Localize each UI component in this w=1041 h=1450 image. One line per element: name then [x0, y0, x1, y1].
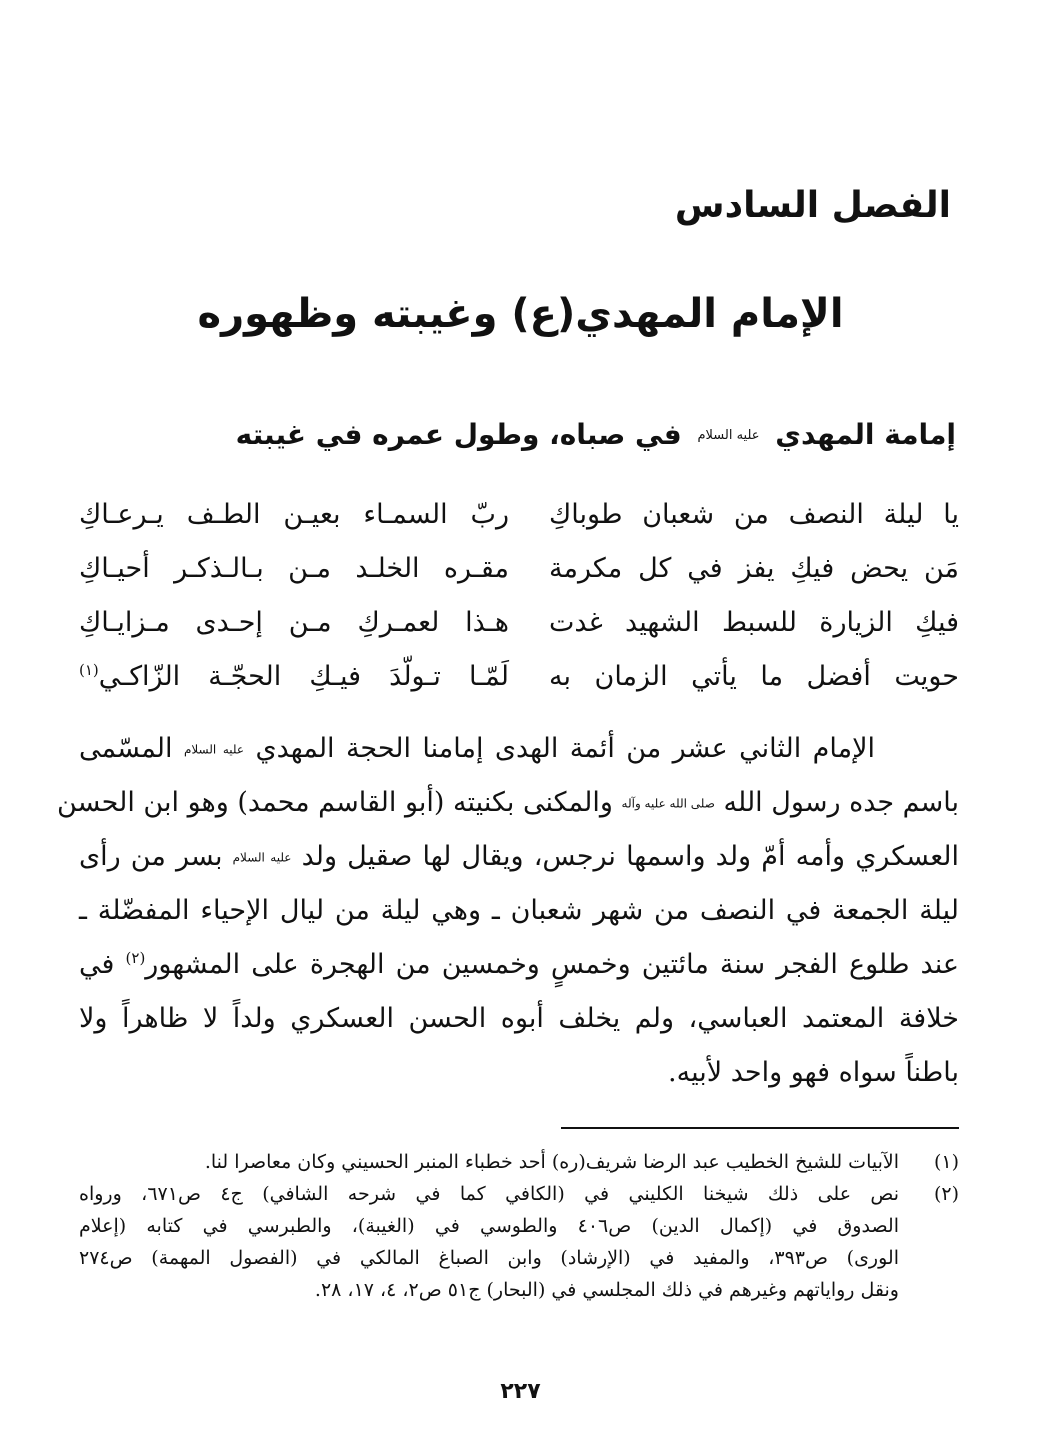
- poem-verse: [79, 596, 959, 650]
- footnote-reference[interactable]: (٢): [125, 949, 146, 967]
- body-paragraph: [57, 722, 959, 1100]
- body-text-segment: عند طلوع الفجر سنة مائتين وخمسٍ وخمسين من الهجرة على المشهور: [145, 949, 959, 980]
- poem-second-hemistich: مقـره الخلـد مـن بـالـذكـر أحيـاكِ: [79, 553, 509, 584]
- footnote-line: نص على ذلك شيخنا الكليني في (الكافي كما في شرحه الشافي) ج٤ ص٦٧١، ورواه: [79, 1183, 900, 1205]
- honorific-glyph: عليه السلام: [183, 742, 245, 757]
- footnotes: [79, 1146, 959, 1306]
- body-text-segment: العسكري وأمه أمّ ولد واسمها نرجس، ويقال لها صقيل ولد: [301, 841, 959, 872]
- poem-second-hemistich: [79, 650, 509, 704]
- footnote-reference[interactable]: (١): [79, 661, 99, 679]
- body-line: [57, 776, 959, 830]
- footnote-number: (١): [933, 1151, 959, 1173]
- body-line: [79, 722, 959, 776]
- poem-second-hemistich: هـذا لعمـركِ مـن إحـدى مـزايـاكِ: [79, 607, 509, 638]
- footnote-line: ونقل رواياتهم وغيرهم في ذلك المجلسي في (البحار) ج٥١ ص٢، ٤، ١٧، ٢٨.: [314, 1279, 899, 1301]
- section-heading-end: في صباه، وطول عمره في غيبته: [235, 418, 682, 451]
- footnote-number: (٢): [933, 1183, 959, 1205]
- poem-first-hemistich: مَن يحض فيكِ يفز في كل مكرمة: [549, 553, 959, 584]
- chapter-title: الإمام المهدي(ع) وغيبته وظهوره: [197, 291, 844, 337]
- footnote-line: الآبيات للشيخ الخطيب عبد الرضا شريف(ره) أحد خطباء المنبر الحسيني وكان معاصرا لنا.: [204, 1151, 899, 1173]
- footnote-line: الصدوق في (إكمال الدين) ص٤٠٦ والطوسي في (الغيبة)، والطبرسي في كتابه (إعلام: [79, 1215, 899, 1237]
- body-text-segment: والمكنى بكنيته (أبو القاسم محمد) وهو ابن الحسن: [57, 787, 613, 818]
- body-text-segment: في: [79, 949, 115, 980]
- body-line: خلافة المعتمد العباسي، ولم يخلف أبوه الحسن العسكري ولداً لا ظاهراً ولا: [79, 1003, 959, 1034]
- body-text-segment: الإمام الثاني عشر من أئمة الهدى إمامنا الحجة المهدي: [255, 733, 875, 764]
- footnote-line: الورى) ص٣٩٣، والمفيد في (الإرشاد) وابن الصباغ المالكي في (الفصول المهمة) ص٢٧٤: [79, 1247, 899, 1269]
- body-line: ليلة الجمعة في النصف من شهر شعبان ـ وهي ليلة من ليال الإحياء المفضّلة ـ: [79, 895, 959, 926]
- body-text-segment: المسّمى: [79, 733, 173, 764]
- poem-first-hemistich: حويت أفضل ما يأتي الزمان به: [549, 661, 959, 692]
- footnote: [79, 1146, 959, 1178]
- poem-first-hemistich: فيكِ الزيارة للسبط الشهيد غدت: [549, 607, 959, 638]
- poem-second-hemistich: ربّ السمـاء بعيـن الطـف يـرعـاكِ: [79, 499, 509, 530]
- poem-verse: [79, 650, 959, 704]
- poem-second-hemistich-text: لَمّـا تـولّدَ فيـكِ الحجّـة الزّاكـي: [98, 661, 509, 692]
- body-line: باطناً سواه فهو واحد لأبيه.: [668, 1057, 959, 1088]
- footnote: [79, 1178, 959, 1306]
- body-text-segment: بسر من رأى: [79, 841, 223, 872]
- section-heading: [236, 410, 956, 461]
- honorific-glyph: صلى الله عليه وآله: [621, 796, 715, 811]
- chapter-label: الفصل السادس: [674, 185, 951, 226]
- poem-verse: [79, 488, 959, 542]
- body-line: [79, 830, 959, 884]
- footnote-separator: [561, 1127, 959, 1129]
- section-heading-start: إمامة المهدي: [775, 418, 956, 451]
- honorific-glyph: عليه السلام: [697, 428, 760, 443]
- honorific-glyph: عليه السلام: [232, 850, 292, 865]
- poem-first-hemistich: يا ليلة النصف من شعبان طوباكِ: [549, 499, 959, 530]
- poem-verse: [79, 542, 959, 596]
- body-text-segment: باسم جده رسول الله: [723, 787, 959, 818]
- poem: [79, 488, 959, 704]
- body-line: [79, 938, 959, 992]
- page-number: ٢٢٧: [500, 1379, 541, 1404]
